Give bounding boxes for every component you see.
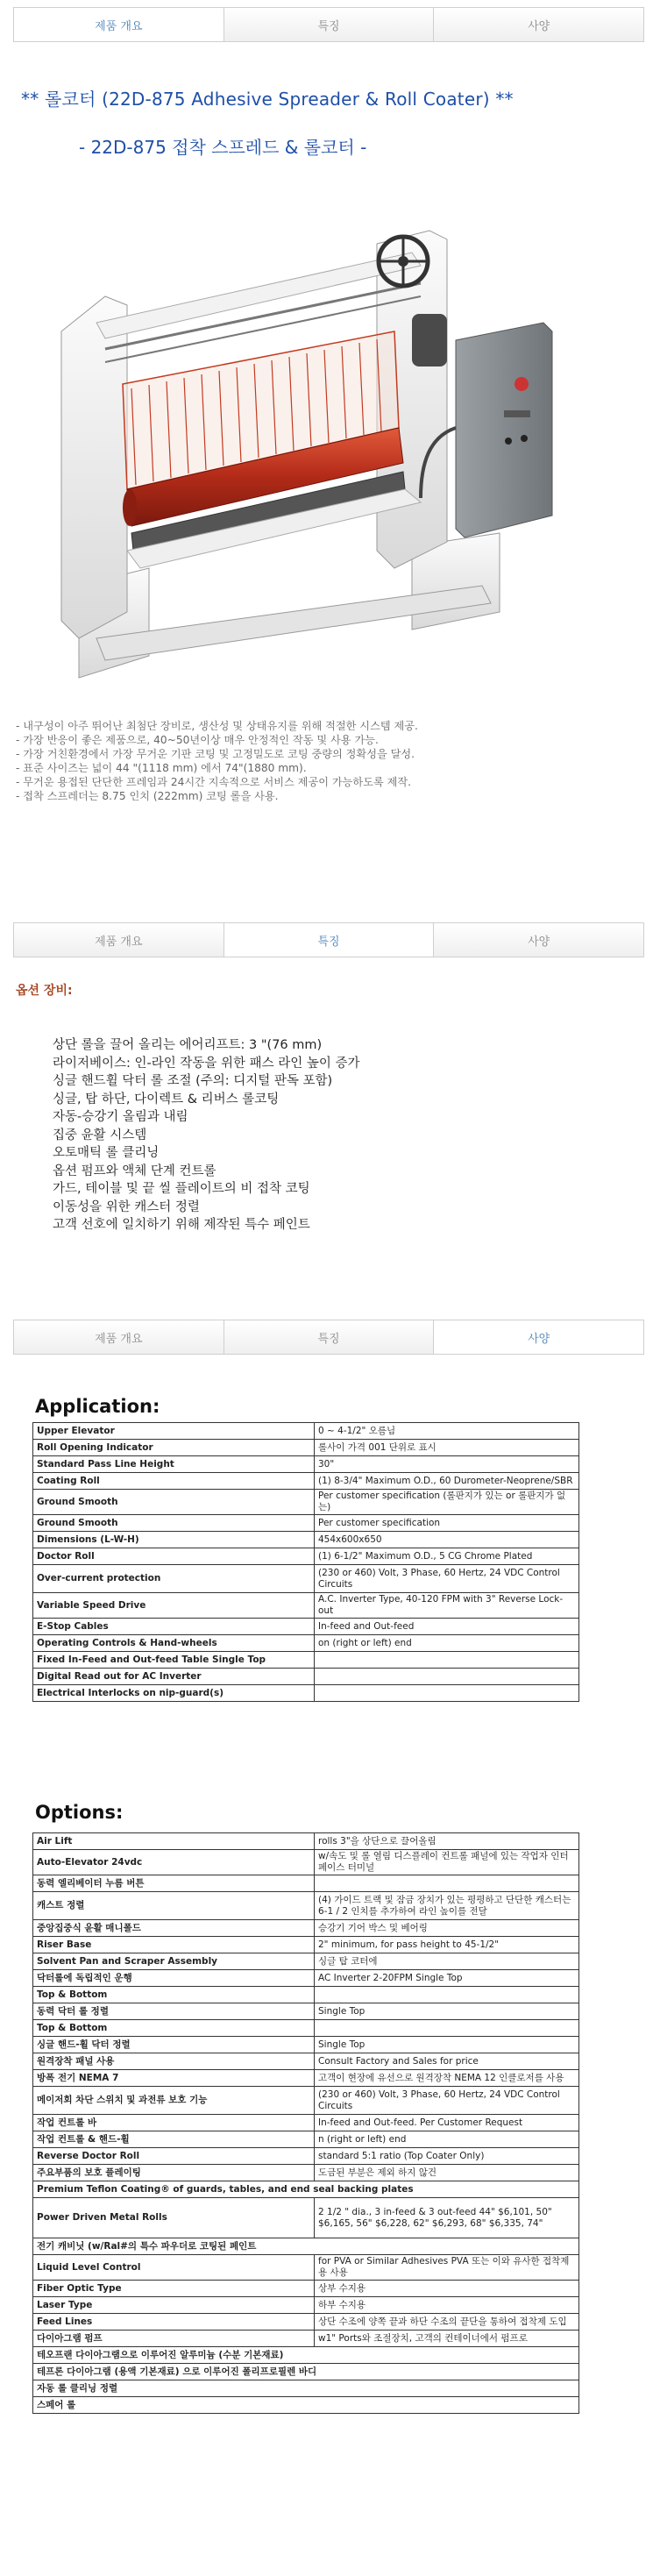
table-cell-label: Doctor Roll [33,1548,315,1565]
list-item: 가드, 테이블 및 끝 씰 플레이트의 비 접착 코팅 [53,1182,310,1196]
table-cell-label: 방폭 전기 NEMA 7 [33,2070,315,2087]
table-cell-value: 도금된 부분은 제외 하지 않건 [315,2165,579,2181]
roll-coater-machine-image [44,200,605,691]
list-item: 라이저베이스: 인-라인 작동을 위한 패스 라인 높이 증가 [53,1056,360,1071]
table-row [33,2255,579,2281]
table-cell-value: 0 ~ 4-1/2" 오름님 [315,1423,579,1440]
tab-features[interactable]: 특징 [224,923,435,957]
tab-bar-specs [13,1320,644,1355]
table-cell-label: Liquid Level Control [33,2255,315,2281]
table-cell-label: Roll Opening Indicator [33,1440,315,1456]
table-cell-label: Standard Pass Line Height [33,1456,315,1473]
table-cell-label: Over-current protection [33,1565,315,1593]
table-cell-value: Single Top [315,2037,579,2053]
table-cell-value: rolls 3"을 상단으로 끌어올림 [315,1833,579,1850]
table-row [33,2181,579,2198]
table-cell-value: 롤사이 가격 001 단위로 표시 [315,1440,579,1456]
table-row [33,1532,579,1548]
table-cell-value: 승강기 기어 박스 및 베어링 [315,1920,579,1937]
table-cell-value: (1) 6-1/2" Maximum O.D., 5 CG Chrome Plated [315,1548,579,1565]
table-row [33,1565,579,1593]
table-row [33,2070,579,2087]
product-description [16,719,647,803]
table-cell-label: 다이아그램 펌프 [33,2330,315,2347]
table-cell-label: Top & Bottom [33,2020,315,2037]
table-cell-value: (230 or 460) Volt, 3 Phase, 60 Hertz, 24 VDC Control Circuits [315,1565,579,1593]
description-line: - 표준 사이즈는 넓이 44 "(1118 mm) 에서 74"(1880 mm). [16,762,307,774]
list-item: 집중 윤활 시스템 [53,1128,147,1142]
table-cell-label: 동력 엘리베이터 누름 버튼 [33,1875,315,1892]
table-cell-label: Dimensions (L-W-H) [33,1532,315,1548]
description-line: - 가장 반응이 좋은 제품으로, 40~50년이상 매우 안정적인 작동 및 사용 가능. [16,734,379,746]
options-equipment-list [53,1036,614,1235]
description-line: - 무거운 용접된 단단한 프레임과 24시간 지속적으로 서비스 제공이 가능하도록 제작. [16,776,412,788]
table-row [33,1850,579,1875]
list-item: 싱글 핸드휠 닥터 롤 조절 (주의: 디지털 판독 포함) [53,1074,333,1088]
table-cell-value: Per customer specification [315,1515,579,1532]
table-cell-label: 싱글 핸드-휠 닥터 정렬 [33,2037,315,2053]
table-cell-value: A.C. Inverter Type, 40-120 FPM with 3" Reverse Lock-out [315,1593,579,1619]
table-row [33,1456,579,1473]
table-cell-value: w/속도 및 롤 열림 디스플레이 컨트롤 패널에 있는 작업자 인터페이스 터미널 [315,1850,579,1875]
table-row [33,1669,579,1685]
options-heading: Options: [35,1802,124,1823]
application-heading: Application: [35,1396,160,1417]
table-row [33,2037,579,2053]
table-cell-value: (1) 8-3/4" Maximum O.D., 60 Durometer-Neoprene/SBR [315,1473,579,1490]
list-item: 자동-승강기 올림과 내림 [53,1110,188,1124]
list-item: 이동성을 위한 캐스터 정렬 [53,1199,200,1214]
product-title-ko: - 22D-875 접착 스프레드 & 롤코터 - [79,137,367,158]
table-cell-label: Digital Read out for AC Inverter [33,1669,315,1685]
table-cell-value: Single Top [315,2003,579,2020]
table-cell-label: 동력 닥터 롤 정렬 [33,2003,315,2020]
table-row [33,1987,579,2003]
table-cell-value: 상단 수조에 양쪽 끝과 하단 수조의 끝단을 통하여 접착제 도입 [315,2314,579,2330]
table-cell-value: 2" minimum, for pass height to 45-1/2" [315,1937,579,1953]
table-cell-label: Upper Elevator [33,1423,315,1440]
table-cell-label: 원격장착 패널 사용 [33,2053,315,2070]
list-item: 상단 롤을 끌어 올리는 에어리프트: 3 "(76 mm) [53,1038,323,1052]
table-cell-value: 2 1/2 " dia., 3 in-feed & 3 out-feed 44" $6,101, 50" $6,165, 56" $6,228, 62" $6,293, 68" $6,335, 74" [315,2198,579,2238]
list-item: 고객 선호에 일치하기 위해 제작된 특수 페인트 [53,1218,310,1232]
table-cell-value: AC Inverter 2-20FPM Single Top [315,1970,579,1987]
table-cell-value [315,2020,579,2037]
table-cell-value: 고객이 현장에 유선으로 원격장착 NEMA 12 인클로저를 사용 [315,2070,579,2087]
tab-features[interactable]: 특징 [224,1320,435,1354]
table-row [33,2148,579,2165]
table-cell-label: Laser Type [33,2297,315,2314]
tab-bar-overview [13,7,644,42]
list-item: 오토매틱 롤 클리닝 [53,1146,160,1160]
table-cell-label: Reverse Doctor Roll [33,2148,315,2165]
table-cell-label: Operating Controls & Hand-wheels [33,1635,315,1652]
table-row [33,2397,579,2414]
table-row [33,1548,579,1565]
table-cell-value: 싱글 탑 코터에 [315,1953,579,1970]
table-cell-label: Feed Lines [33,2314,315,2330]
table-cell-value: for PVA or Similar Adhesives PVA 또는 이와 유사한 접착제용 사용 [315,2255,579,2281]
table-row [33,2314,579,2330]
table-row [33,1635,579,1652]
table-cell-label: Fixed In-Feed and Out-feed Table Single Top [33,1652,315,1669]
tab-features[interactable]: 특징 [224,8,435,41]
options-equipment-title: 옵션 장비: [16,984,73,998]
table-row [33,2165,579,2181]
table-cell-value: Consult Factory and Sales for price [315,2053,579,2070]
product-title-en: ** 롤코터 (22D-875 Adhesive Spreader & Roll Coater) ** [21,89,514,110]
table-row [33,2115,579,2131]
table-row [33,1440,579,1456]
table-cell-label: 작업 컨트롤 바 [33,2115,315,2131]
description-line: - 가장 거친환경에서 가장 무거운 기판 코팅 및 고정밀도로 코팅 중량의 정확성을 달성. [16,748,415,760]
table-row [33,2131,579,2148]
table-cell-value: Per customer specification (롤판지가 있는 or 롤판지가 없는) [315,1490,579,1515]
table-cell-label: Electrical Interlocks on nip-guard(s) [33,1685,315,1702]
table-row [33,1937,579,1953]
table-cell-label: Coating Roll [33,1473,315,1490]
table-cell-label: 주요부품의 보호 플레이팅 [33,2165,315,2181]
table-row [33,1490,579,1515]
table-cell-label: 테프론 다이아그램 (용액 기본재료) 으로 이루어진 폴리프로필렌 바디 [33,2364,579,2380]
table-cell-label: Auto-Elevator 24vdc [33,1850,315,1875]
table-cell-label: Power Driven Metal Rolls [33,2198,315,2238]
table-row [33,1892,579,1920]
table-row [33,1685,579,1702]
tab-bar-features [13,922,644,957]
table-row [33,1920,579,1937]
table-cell-label: 중앙집중식 윤활 매니폴드 [33,1920,315,1937]
table-row [33,1833,579,1850]
tab-specs[interactable]: 사양 [434,8,643,41]
table-cell-value: n (right or left) end [315,2131,579,2148]
table-cell-value: 454x600x650 [315,1532,579,1548]
table-cell-label: E-Stop Cables [33,1619,315,1635]
table-cell-label: 전기 캐비닛 (w/Ral#의 특수 파우더로 코팅된 페인트 [33,2238,579,2255]
table-cell-value [315,1987,579,2003]
table-cell-value [315,1669,579,1685]
table-cell-value: (230 or 460) Volt, 3 Phase, 60 Hertz, 24 VDC Control Circuits [315,2087,579,2115]
table-row [33,1970,579,1987]
table-row [33,2198,579,2238]
tab-overview[interactable]: 제품 개요 [14,1320,224,1354]
table-cell-label: 닥터롤에 독립적인 운행 [33,1970,315,1987]
table-row [33,2003,579,2020]
table-cell-label: 자동 롤 클리닝 정렬 [33,2380,579,2397]
table-cell-label: 테오프랜 다이아그램으로 이루어진 알루미늄 (수분 기본재료) [33,2347,579,2364]
list-item: 싱글, 탑 하단, 다이렉트 & 리버스 롤코팅 [53,1092,280,1107]
table-cell-label: 작업 컨트롤 & 핸드-휠 [33,2131,315,2148]
table-row [33,2347,579,2364]
table-row [33,2053,579,2070]
table-cell-value: In-feed and Out-feed [315,1619,579,1635]
table-cell-value: 상부 수지용 [315,2281,579,2297]
table-row [33,2297,579,2314]
table-cell-label: 캐스트 정렬 [33,1892,315,1920]
table-row [33,2020,579,2037]
table-cell-value: on (right or left) end [315,1635,579,1652]
table-cell-value [315,1685,579,1702]
table-row [33,1473,579,1490]
table-row [33,2330,579,2347]
description-line: - 접착 스프레더는 8.75 인치 (222mm) 코팅 롤을 사용. [16,790,279,802]
table-row [33,1593,579,1619]
table-row [33,2380,579,2397]
table-cell-label: 메이저회 차단 스위치 및 과전류 보호 기능 [33,2087,315,2115]
table-cell-label: Variable Speed Drive [33,1593,315,1619]
description-line: - 내구성이 아주 뛰어난 최첨단 장비로, 생산성 및 상태유지를 위해 적절한 시스템 제공. [16,720,418,732]
table-cell-label: 스페어 롤 [33,2397,579,2414]
table-row [33,1953,579,1970]
table-cell-label: Top & Bottom [33,1987,315,2003]
tab-overview[interactable]: 제품 개요 [14,8,224,41]
tab-specs[interactable]: 사양 [434,1320,643,1354]
table-cell-label: Air Lift [33,1833,315,1850]
table-row [33,2281,579,2297]
tab-specs[interactable]: 사양 [434,923,643,957]
table-cell-value: w1" Ports와 조절장치, 고객의 컨테이너에서 펌프로 [315,2330,579,2347]
table-cell-label: Ground Smooth [33,1515,315,1532]
table-row [33,1423,579,1440]
table-cell-value: (4) 가이드 트랙 및 잠금 장치가 있는 평평하고 단단한 캐스터는 6-1 / 2 인치를 추가하여 라인 높이를 전달 [315,1892,579,1920]
table-row [33,2238,579,2255]
table-cell-value: 30" [315,1456,579,1473]
table-row [33,2087,579,2115]
table-cell-value: 하부 수지용 [315,2297,579,2314]
table-cell-value: In-feed and Out-feed. Per Customer Request [315,2115,579,2131]
table-cell-value: standard 5:1 ratio (Top Coater Only) [315,2148,579,2165]
table-cell-value [315,1875,579,1892]
table-row [33,2364,579,2380]
table-row [33,1875,579,1892]
table-cell-value [315,1652,579,1669]
application-table [32,1422,579,1702]
tab-overview[interactable]: 제품 개요 [14,923,224,957]
table-cell-label: Premium Teflon Coating® of guards, tables, and end seal backing plates [33,2181,579,2198]
table-cell-label: Ground Smooth [33,1490,315,1515]
table-row [33,1619,579,1635]
table-cell-label: Solvent Pan and Scraper Assembly [33,1953,315,1970]
options-table [32,1832,579,2414]
table-cell-label: Fiber Optic Type [33,2281,315,2297]
table-row [33,1515,579,1532]
list-item: 옵션 펌프와 액체 단계 컨트롤 [53,1163,216,1178]
table-row [33,1652,579,1669]
table-cell-label: Riser Base [33,1937,315,1953]
